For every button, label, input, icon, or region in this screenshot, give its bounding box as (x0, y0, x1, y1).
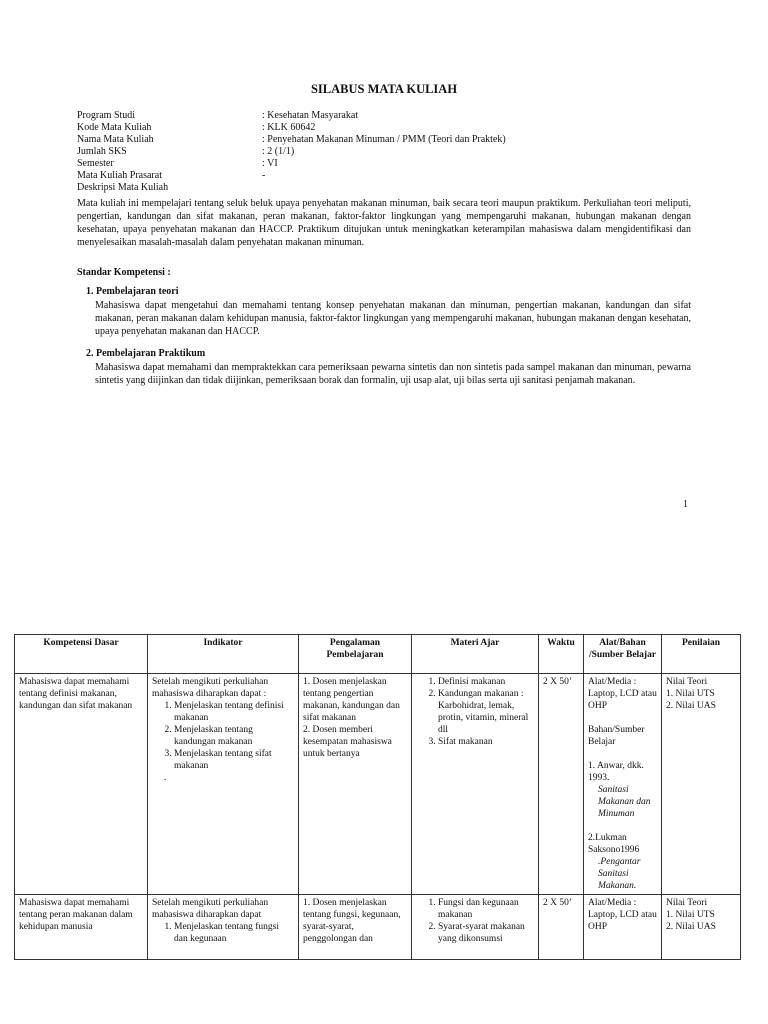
penilaian-cell (662, 674, 741, 895)
column-header: Pengalaman Pembelajaran (299, 635, 412, 674)
table-header-row (15, 635, 741, 674)
meta-value: : Kesehatan Masyarakat (262, 110, 359, 121)
meta-key: Mata Kuliah Prasarat (77, 170, 162, 181)
list-item: 2. Kandungan makanan : Karbohidrat, lemak, protin, vitamin, mineral dll (438, 688, 534, 736)
list-item: 1. Fungsi dan kegunaan makanan (438, 897, 534, 921)
list-item: 3. Menjelaskan tentang sifat makanan (174, 748, 294, 772)
list-item: 1. Definisi makanan (438, 676, 534, 688)
list-item: 1. Menjelaskan tentang fungsi dan kegunaan (174, 921, 294, 945)
document-title: SILABUS MATA KULIAH (310, 82, 458, 96)
pengalaman-cell (299, 674, 412, 895)
meta-value: : VI (262, 158, 278, 169)
meta-value: : 2 (1/1) (262, 146, 295, 157)
meta-key: Nama Mata Kuliah (77, 134, 154, 145)
indikator-cell (148, 895, 299, 960)
meta-value: : Penyehatan Makanan Minuman / PMM (Teori dan Praktek) (262, 134, 506, 145)
standar-heading: 2. Pembelajaran Praktikum (86, 348, 206, 359)
list-item: 1. Nilai UTS (666, 910, 715, 920)
penilaian-cell (662, 895, 741, 960)
materi-list (416, 897, 534, 945)
column-header: Indikator (148, 635, 299, 674)
column-header: Kompetensi Dasar (15, 635, 148, 674)
kompetensi-dasar-cell (15, 674, 148, 895)
materi-cell (412, 674, 539, 895)
standar-text: Mahasiswa dapat mengetahui dan memahami tentang konsep penyehatan makanan dan minuman, pengertian makanan, kandungan dan sifat makanan, peran makanan dalam kehidupan manusia, faktor-faktor lingkungan yang mempengaruhi makanan, hubungan makanan dengan kesehatan, upaya penyehatan makanan dan HACCP. (95, 300, 691, 337)
waktu-cell (539, 895, 584, 960)
meta-key: Semester (77, 158, 114, 169)
cell-text: 2 X 50’ (543, 677, 573, 687)
indikator-cell (148, 674, 299, 895)
list-item: 2. Nilai UAS (666, 701, 716, 711)
column-header: Waktu (539, 635, 584, 674)
reference-item: 1. Anwar, dkk. 1993. (588, 761, 644, 783)
list-item: 1. Menjelaskan tentang definisi makanan (174, 700, 294, 724)
meta-value: : KLK 60642 (262, 122, 316, 133)
materi-cell (412, 895, 539, 960)
list-item: 3. Sifat makanan (438, 736, 534, 748)
list-item: 1. Dosen menjelaskan tentang pengertian makanan, kandungan dan sifat makanan (303, 677, 400, 723)
cell-text: Setelah mengikuti perkuliahan mahasiswa diharapkan dapat : (152, 677, 269, 699)
standar-heading: 1. Pembelajaran teori (86, 286, 179, 297)
column-header: Materi Ajar (412, 635, 539, 674)
meta-key: Kode Mata Kuliah (77, 122, 152, 133)
list-item: 2. Syarat-syarat makanan yang dikonsumsi (438, 921, 534, 945)
waktu-cell (539, 674, 584, 895)
list-item: 2. Nilai UAS (666, 922, 716, 932)
standar-kompetensi-heading: Standar Kompetensi : (77, 267, 171, 278)
alat-cell (584, 674, 662, 895)
reference-item: 2.Lukman Saksono1996 (588, 833, 640, 855)
meta-key: Program Studi (77, 110, 136, 121)
cell-text: Alat/Media : Laptop, LCD atau OHP (588, 898, 657, 932)
standar-text: Mahasiswa dapat memahami dan mempraktekkan cara pemeriksaan pewarna sintetis dan non sintetis pada sampel makanan dan minuman, pewarna sintetis yang diijinkan dan tidak diijinkan, pemeriksaan borak dan formalin, uji usap alat, uji bilas serta uji sanitasi penjamah makanan. (95, 362, 691, 386)
reference-title: Sanitasi Makanan dan Minuman (598, 785, 651, 819)
list-item: Nilai Teori (666, 898, 708, 908)
meta-value: - (262, 170, 266, 181)
list-item: 1. Dosen menjelaskan tentang fungsi, kegunaan, syarat-syarat, penggolongan dan (303, 898, 401, 944)
alat-cell (584, 895, 662, 960)
kompetensi-dasar-cell (15, 895, 148, 960)
indikator-list (152, 921, 294, 945)
column-header: Penilaian (662, 635, 741, 674)
cell-text: Mahasiswa dapat memahami tentang peran makanan dalam kehidupan manusia (19, 898, 133, 932)
list-item: 2. Dosen memberi kesempatan mahasiswa untuk bertanya (303, 725, 392, 759)
page-number: 1 (683, 499, 688, 510)
meta-key: Jumlah SKS (77, 146, 127, 157)
cell-text: 2 X 50’ (543, 898, 573, 908)
indikator-list (152, 700, 294, 772)
reference-title: .Pengantar Sanitasi Makanan. (598, 857, 641, 891)
list-item: 2. Menjelaskan tentang kandungan makanan (174, 724, 294, 748)
cell-text: Bahan/Sumber Belajar (588, 725, 645, 747)
table-row (15, 895, 741, 960)
cell-text: Setelah mengikuti perkuliahan mahasiswa diharapkan dapat (152, 898, 269, 920)
cell-text: Alat/Media : Laptop, LCD atau OHP (588, 677, 657, 711)
table-row (15, 674, 741, 895)
course-description: Mata kuliah ini mempelajari tentang seluk beluk upaya penyehatan makanan minuman, baik secara teori maupun praktikum. Perkuliahan teori meliputi, pengertian, kandungan dan sifat makanan, peran makanan, faktor-faktor lingkungan yang mempengaruhi makanan, hubungan makanan dengan kesehatan, upaya penyehatan makanan dan HACCP. Praktikum ditujukan untuk meningkatkan keterampilan mahasiswa dalam mengidentifikasi dan menyelesaikan masalah-masalah dalam penyehatan makanan minuman. (77, 198, 691, 248)
materi-list (416, 676, 534, 748)
syllabus-table (14, 634, 741, 960)
pengalaman-cell (299, 895, 412, 960)
list-item: Nilai Teori (666, 677, 708, 687)
cell-text: Mahasiswa dapat memahami tentang definisi makanan, kandungan dan sifat makanan (19, 677, 133, 711)
column-header: Alat/Bahan /Sumber Belajar (584, 635, 662, 674)
cell-text: . (164, 773, 167, 783)
meta-key: Deskripsi Mata Kuliah (77, 182, 169, 193)
list-item: 1. Nilai UTS (666, 689, 715, 699)
